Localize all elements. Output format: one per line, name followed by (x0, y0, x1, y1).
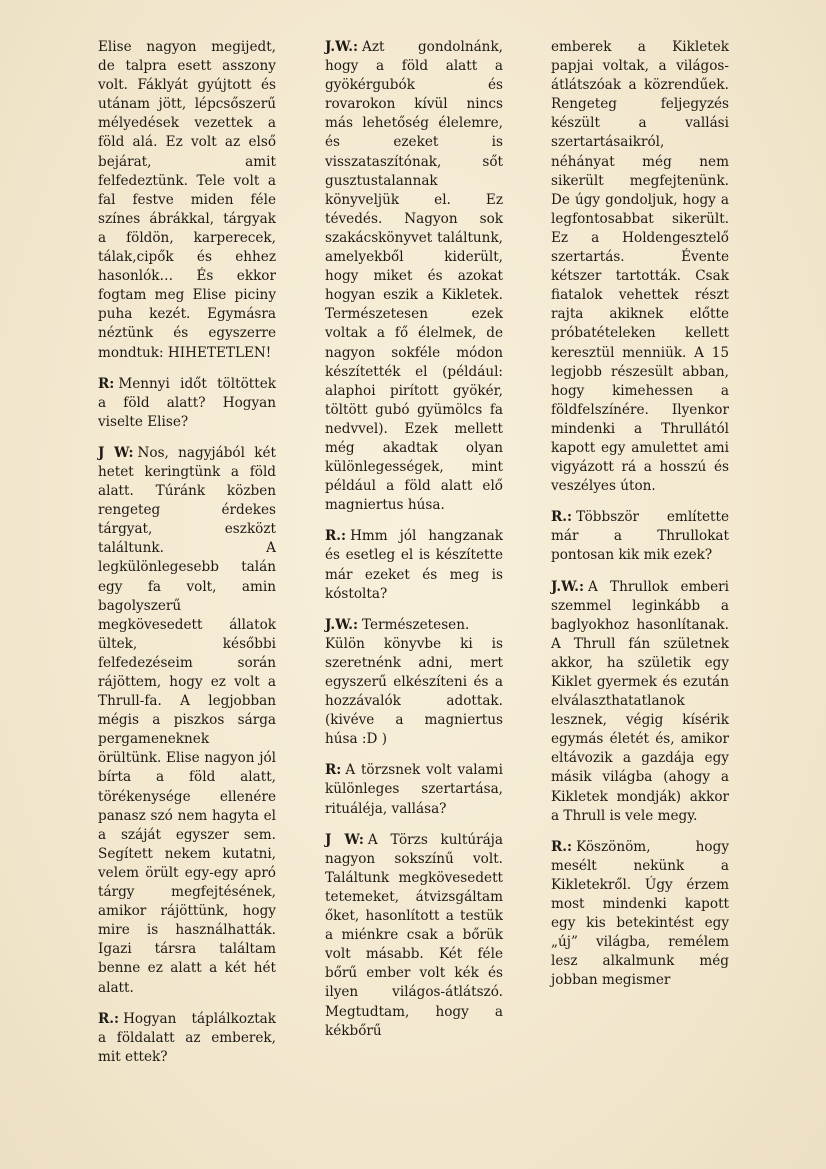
speaker-label: J W: (98, 444, 134, 461)
text-column-1 (98, 38, 276, 1079)
paragraph-text: Hogyan táplálkoztak a földalatt az emberek, mit ettek? (98, 1010, 276, 1065)
speaker-label: J.W.: (325, 39, 359, 55)
paragraph (325, 616, 503, 750)
paragraph-text: Mennyi időt töltöttek a föld alatt? Hogyan viselte Elise? (98, 375, 276, 430)
speaker-label: R.: (551, 838, 573, 855)
paragraph (551, 38, 729, 496)
paragraph (325, 38, 503, 515)
paragraph (551, 578, 729, 826)
paragraph-text: Többször említette már a Thrullokat pontosan kik mik ezek? (551, 509, 729, 564)
speaker-label: R.: (98, 1010, 120, 1027)
paragraph-text: A Törzs kultúrája nagyon sokszínű volt. Találtunk megkövesedett tetemeket, átvizsgáltam őket, hasonlított a testük a miénkre csak a bőrük volt másabb. Két féle bőrű ember volt kék és ilyen világos-átlátszó. Megtudtam, hogy a kékbőrű (325, 831, 503, 1039)
paragraph-text: Azt gondolnánk, hogy a föld alatt a gyökérgubók és rovarokon kívül nincs más lehetőség élelemre, és ezeket is visszataszítónak, sőt gusztustalannak könyveljük el. Ez tévedés. Nagyon sok szakácskönyvet találtunk, amelyekből kiderült, hogy miket és azokat hogyan eszik a Kikletek. Természetesen ezek voltak a fő élelmek, de nagyon sokféle módon készítették el (például: alaphoi pirított gyökér, töltött gubó gyümölcs fa nedvvel). Ezek mellett még akadtak olyan különlegességek, mint például a föld alatt elő magniertus húsa. (325, 39, 503, 514)
paragraph (325, 831, 503, 1041)
speaker-label: J W: (325, 831, 364, 848)
paragraph (98, 444, 276, 998)
paragraph (325, 761, 503, 818)
paragraph-text: Hmm jól hangzanak és esetleg el is készítette már ezeket és meg is kóstolta? (325, 528, 503, 602)
text-column-2 (325, 38, 503, 1053)
paragraph (98, 38, 276, 363)
paragraph-text: Köszönöm, hogy mesélt nekünk a Kikletekről. Úgy érzem most mindenki kapott egy kis betekintést egy „új” világba, remélem lesz alkalmunk még jobban megismer (551, 838, 729, 989)
paragraph-text: Elise nagyon megijedt, de talpra esett asszony volt. Fáklyát gyújtott és utánam jött, lépcsőszerű mélyedések vezettek a föld alá. Ez volt az első bejárat, amit felfedeztünk. Tele volt a fal festve miden féle színes ábrákkal, tárgyak a földön, karperecek, tálak,cipők és ehhez hasonlók… És ekkor fogtam meg Elise piciny puha kezét. Egymásra néztünk és egyszerre mondtuk: HIHETETLEN! (98, 39, 276, 361)
speaker-label: J.W.: (551, 578, 585, 595)
paragraph-text: emberek a Kikletek papjai voltak, a világos-átlátszóak a közrendűek. Rengeteg feljegyzés készült a vallási szertartásaikról, néhányat még nem sikerült megfejtenünk. De úgy gondoljuk, hogy a legfontosabbat sikerült. Ez a Holdengesztelő szertartás. Évente kétszer tartották. Csak fiatalok vehettek részt rajta akiknek előtte próbatételeken kellett keresztül menniük. A 15 legjobb részesült abban, hogy kimehessen a földfelszínére. Ilyenkor mindenki a Thrullától kapott egy amulettet ami vigyázott rá a hosszú és veszélyes úton. (551, 39, 729, 495)
paragraph-text: Természetesen. Külön könyvbe ki is szeretnénk adni, mert egyszerű elkészíteni és a hozzávalók adottak.(kivéve a magniertus húsa :D ) (325, 616, 503, 748)
speaker-label: R.: (551, 509, 573, 526)
paragraph-text: A Thrullok emberi szemmel leginkább a baglyokhoz hasonlítanak. A Thrull fán születnek akkor, ha születik egy Kiklet gyermek és ezután elválaszthatatlanok lesznek, végig kísérik egymás életét és, amikor eltávozik a gazdája egy másik világba (ahogy a Kikletek mondják) akkor a Thrull is vele megy. (551, 578, 729, 824)
paragraph (325, 527, 503, 603)
text-column-3 (551, 38, 729, 1003)
speaker-label: R: (98, 375, 115, 392)
paragraph (551, 838, 729, 991)
paragraph-text: Nos, nagyjából két hetet keringtünk a föld alatt. Túránk közben rengeteg érdekes tárgyat, eszközt találtunk. A legkülönlegesebb talán egy fa volt, amin bagolyszerű megkövesedett állatok ültek, későbbi felfedezéseim során rájöttem, hogy ez volt a Thrull-fa. A legjobban mégis a piszkos sárga pergameneknek örültünk. Elise nagyon jól bírta a föld alatt, törékenysége ellenére panasz szó nem hagyta el a száját egyszer sem. Segített nekem kutatni, velem örült egy-egy apró tárgy megfejtésének, amikor rájöttünk, hogy mire is használhatták. Igazi társra találtam benne ez alatt a két hét alatt. (98, 444, 276, 996)
speaker-label: R.: (325, 528, 347, 545)
paragraph (551, 508, 729, 565)
paragraph (98, 375, 276, 432)
paragraph (98, 1010, 276, 1067)
paragraph-text: A törzsnek volt valami különleges szertartása, rituáléja, vallása? (325, 762, 503, 817)
speaker-label: J.W.: (325, 616, 359, 633)
speaker-label: R: (325, 762, 342, 779)
